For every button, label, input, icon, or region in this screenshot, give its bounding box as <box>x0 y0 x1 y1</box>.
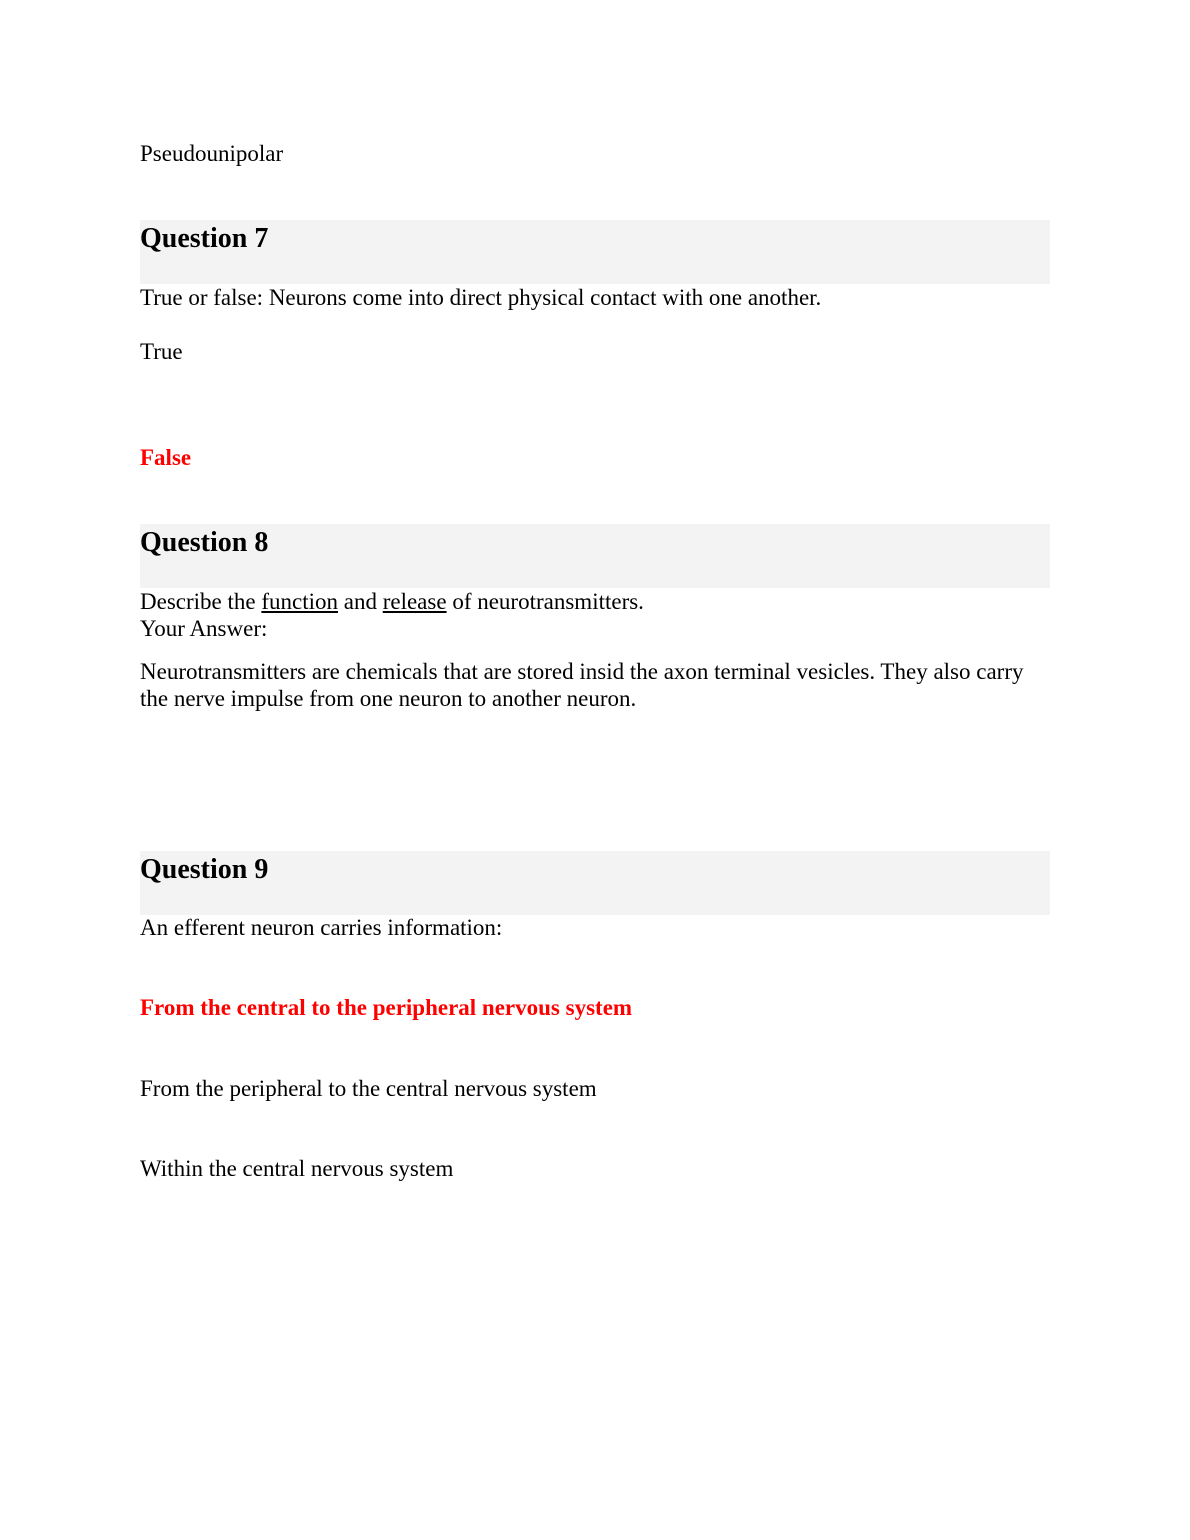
question-9-option-3: Within the central nervous system <box>140 1156 454 1181</box>
question-8-prompt <box>140 588 644 615</box>
question-9-option-1-correct: From the central to the peripheral nervous system <box>140 995 633 1020</box>
prompt-text: Describe the <box>140 589 262 614</box>
question-9-prompt: An efferent neuron carries information: <box>140 915 503 940</box>
prompt-underlined-function: function <box>261 589 338 614</box>
prompt-underlined-release: release <box>382 589 447 614</box>
question-7-header <box>140 220 1050 284</box>
question-8-header <box>140 524 1050 588</box>
question-9-title: Question 9 <box>140 854 269 885</box>
question-9-option-2: From the peripheral to the central nervous system <box>140 1076 597 1101</box>
prompt-text: and <box>338 589 383 614</box>
question-8-answer-text: Neurotransmitters are chemicals that are stored insid the axon terminal vesicles. They also carry the nerve impulse from one neuron to another neuron. <box>140 659 1024 711</box>
question-8-title: Question 8 <box>140 527 269 558</box>
question-7-prompt: True or false: Neurons come into direct physical contact with one another. <box>140 285 822 310</box>
question-8-answer-label: Your Answer: <box>140 616 268 641</box>
previous-answer-text: Pseudounipolar <box>140 141 284 166</box>
question-9-header <box>140 851 1050 915</box>
question-7-title: Question 7 <box>140 223 269 254</box>
question-7-option-false-correct: False <box>140 445 192 470</box>
question-7-option-true: True <box>140 339 183 364</box>
prompt-text: of neurotransmitters. <box>446 589 644 614</box>
